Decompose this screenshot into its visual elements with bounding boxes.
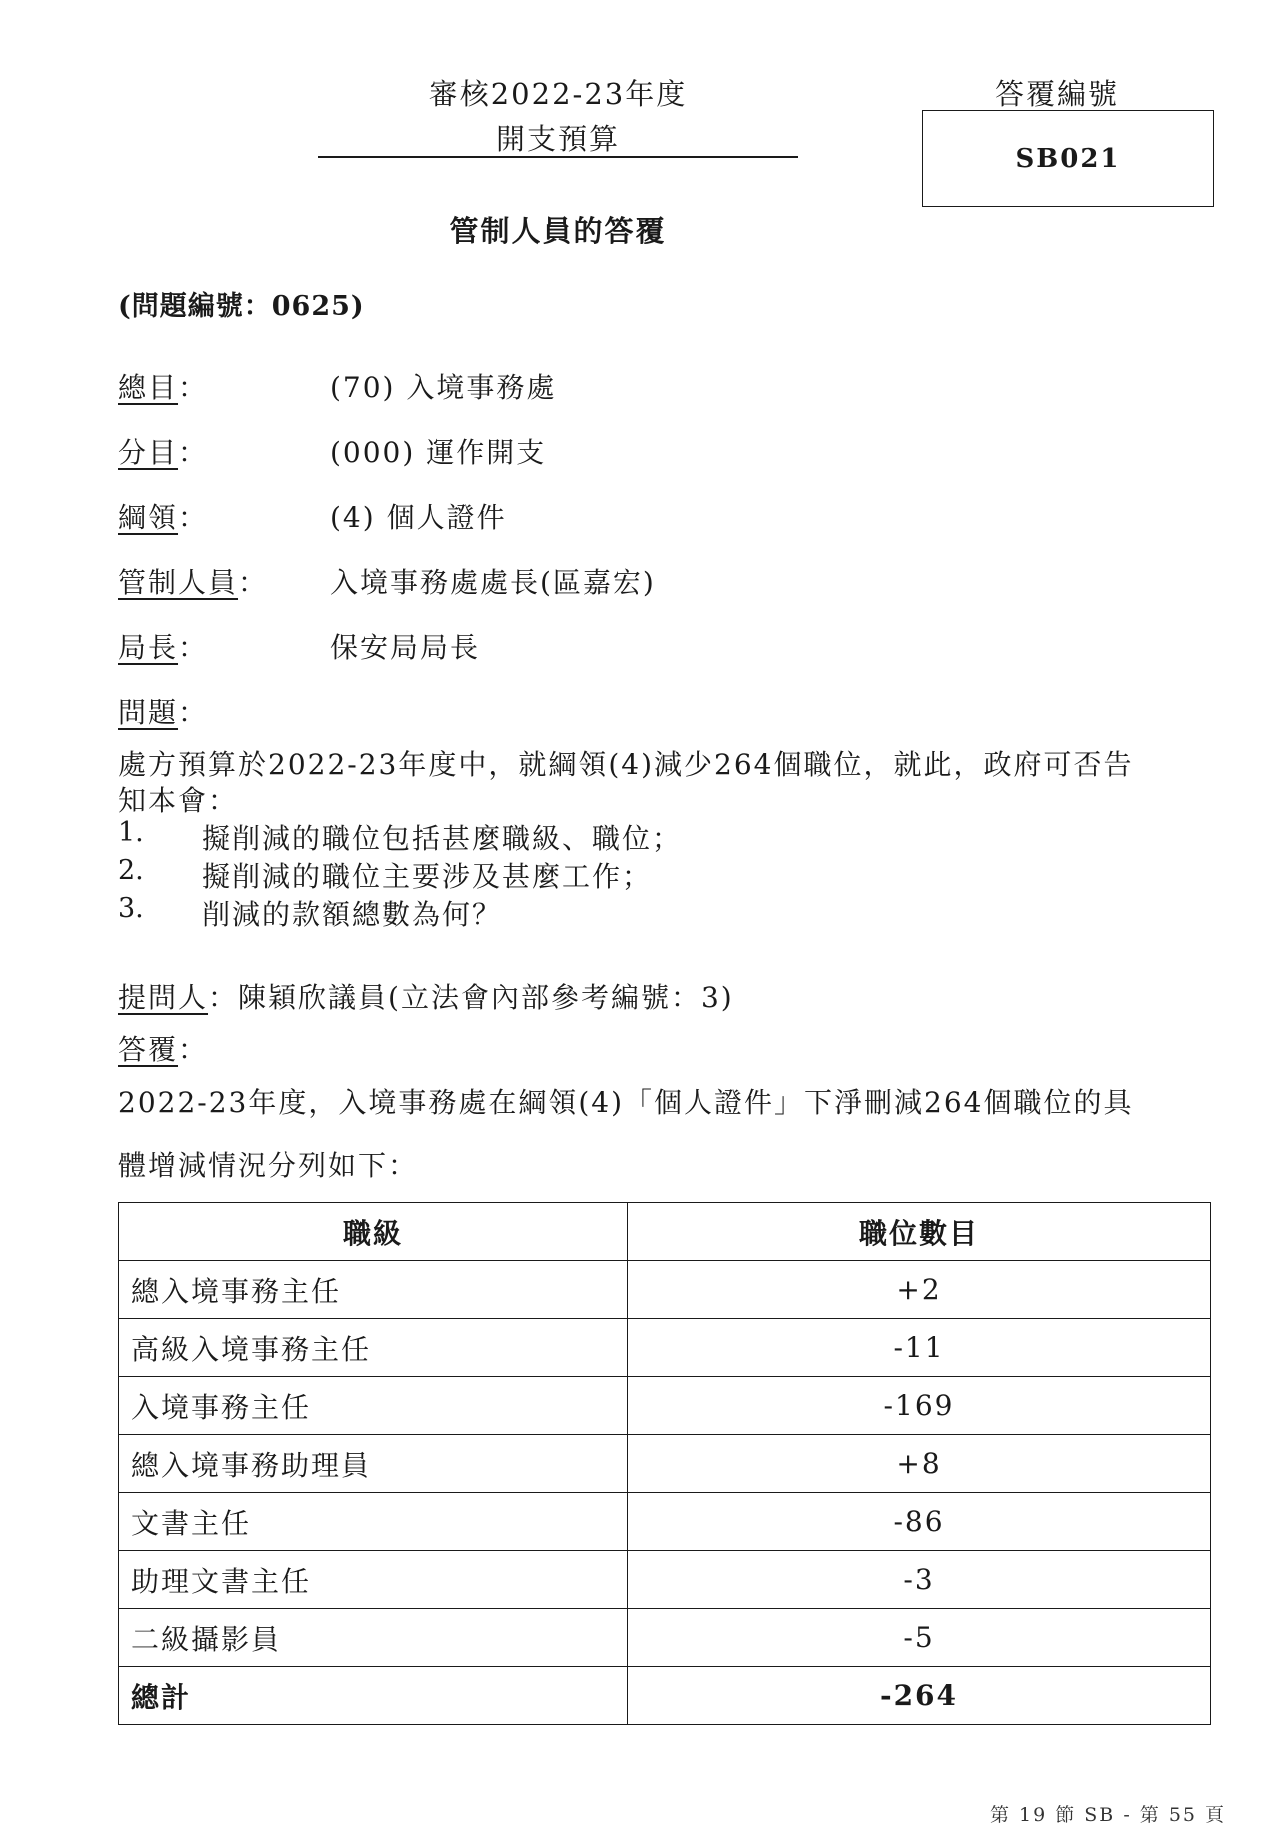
table-row (119, 1319, 1211, 1377)
total-count-cell: -264 (628, 1667, 1211, 1725)
asker-line: 提問人：陳穎欣議員(立法會內部參考編號：3) (118, 981, 734, 1014)
question-item-number: 3. (118, 893, 144, 924)
question-item-text: 削減的款額總數為何？ (202, 898, 503, 931)
question-item-number: 1. (118, 817, 144, 848)
question-item-text: 擬削減的職位主要涉及甚麼工作； (202, 860, 653, 893)
table-row (119, 1551, 1211, 1609)
meta-label-programme: 綱領： (118, 501, 209, 534)
question-item-text: 擬削減的職位包括甚麼職級、職位； (202, 822, 683, 855)
table-row (119, 1261, 1211, 1319)
table-row (119, 1493, 1211, 1551)
rank-cell: 總入境事務主任 (119, 1261, 628, 1319)
answer-label: 答覆： (118, 1033, 209, 1066)
rank-cell: 文書主任 (119, 1493, 628, 1551)
budget-subheading: 開支預算 (495, 122, 620, 156)
column-header-rank: 職級 (119, 1203, 628, 1261)
table-row (119, 1609, 1211, 1667)
budget-year-heading: 審核2022-23年度 (428, 77, 688, 111)
rank-cell: 總入境事務助理員 (119, 1435, 628, 1493)
meta-value-head: (70) 入境事務處 (330, 371, 557, 404)
total-label-cell: 總計 (119, 1667, 628, 1725)
posts-table (118, 1202, 1211, 1725)
reply-number: SB021 (1015, 143, 1121, 174)
table-header-row (119, 1203, 1211, 1261)
count-cell: -5 (628, 1609, 1211, 1667)
rank-cell: 助理文書主任 (119, 1551, 628, 1609)
question-number: (問題編號：0625) (118, 291, 365, 322)
question-label: 問題： (118, 696, 209, 729)
reply-number-box (922, 110, 1214, 207)
rank-cell: 高級入境事務主任 (119, 1319, 628, 1377)
column-header-count: 職位數目 (628, 1203, 1211, 1261)
question-item-number: 2. (118, 855, 144, 886)
document-title: 管制人員的答覆 (449, 214, 667, 248)
count-cell: -11 (628, 1319, 1211, 1377)
count-cell: -169 (628, 1377, 1211, 1435)
meta-label-controlling-officer: 管制人員： (118, 566, 269, 599)
count-cell: -3 (628, 1551, 1211, 1609)
meta-value-subhead: (000) 運作開支 (330, 436, 547, 469)
reply-number-label: 答覆編號 (995, 77, 1120, 111)
meta-value-director: 保安局局長 (330, 631, 481, 664)
count-cell: +2 (628, 1261, 1211, 1319)
meta-label-head: 總目： (118, 371, 209, 404)
answer-text-line-2: 體增減情況分列如下： (118, 1149, 419, 1182)
answer-text-line-1: 2022-23年度，入境事務處在綱領(4)「個人證件」下淨刪減264個職位的具 (118, 1086, 1134, 1119)
question-text-line-2: 知本會： (118, 784, 239, 817)
meta-value-controlling-officer: 入境事務處處長(區嘉宏) (330, 566, 656, 599)
page-footer: 第 19 節 SB - 第 55 頁 (990, 1804, 1227, 1826)
rank-cell: 入境事務主任 (119, 1377, 628, 1435)
count-cell: -86 (628, 1493, 1211, 1551)
question-text-line-1: 處方預算於2022-23年度中，就綱領(4)減少264個職位，就此，政府可否告 (118, 748, 1134, 781)
rank-cell: 二級攝影員 (119, 1609, 628, 1667)
table-row (119, 1377, 1211, 1435)
table-total-row (119, 1667, 1211, 1725)
meta-value-programme: (4) 個人證件 (330, 501, 507, 534)
meta-label-director: 局長： (118, 631, 209, 664)
header-rule (318, 156, 798, 158)
meta-label-subhead: 分目： (118, 436, 209, 469)
table-row (119, 1435, 1211, 1493)
count-cell: +8 (628, 1435, 1211, 1493)
